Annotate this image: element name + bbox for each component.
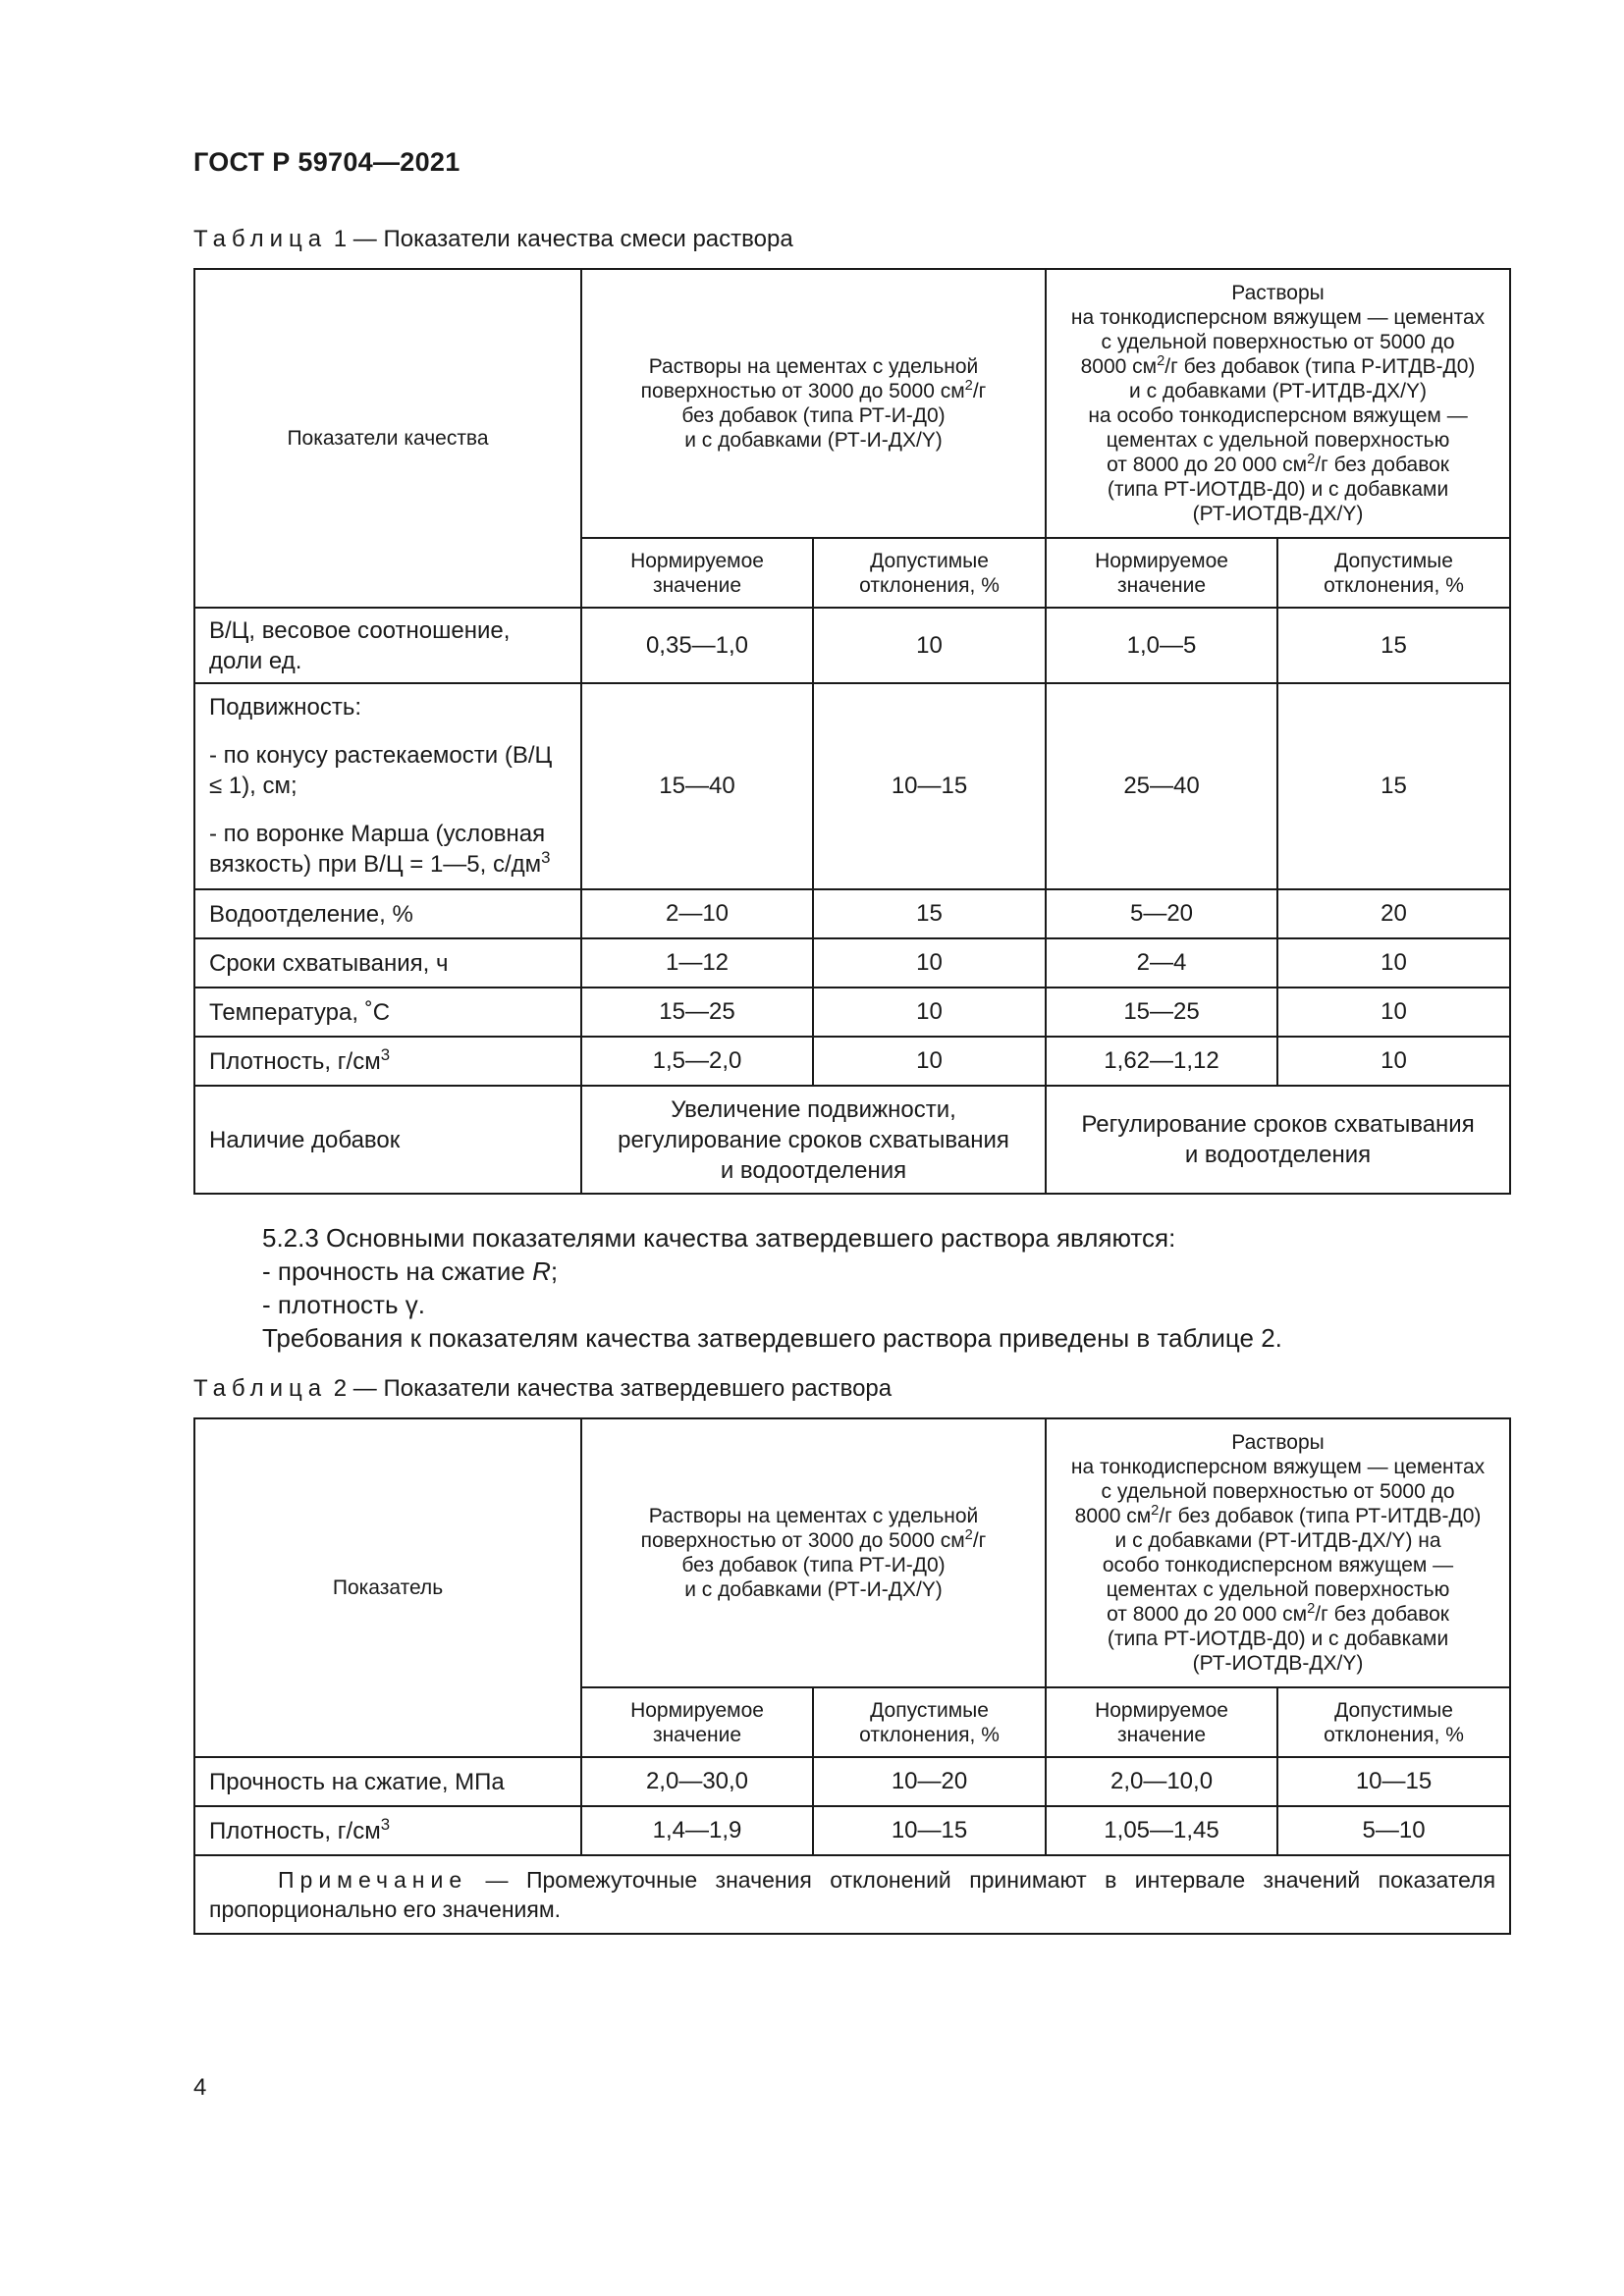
t1-sub3-a: Нормируемое	[1095, 549, 1228, 572]
table2-caption	[193, 1375, 892, 1403]
t1-g1-sup: 2	[964, 378, 973, 394]
t2-sub-2	[813, 1687, 1046, 1757]
t2-g2-l7: цементах с удельной поверхностью	[1106, 1578, 1450, 1601]
t2-sub-1	[581, 1687, 813, 1757]
mobility-marsh-text: - по воронке Марша (условная вязкость) при В/Ц = 1—5, с/дм	[209, 821, 546, 878]
table-row	[194, 1037, 1510, 1086]
cell: 10—15	[813, 1806, 1046, 1855]
t1-g2-l4b: /г без добавок (типа Р-ИТДВ-Д0)	[1164, 355, 1476, 378]
table-row	[194, 1806, 1510, 1855]
para-line-3: - плотность γ.	[262, 1290, 425, 1319]
row-label: Прочность на сжатие, МПа	[194, 1757, 581, 1806]
t2-sub1-a: Нормируемое	[630, 1698, 764, 1722]
cell: 10—15	[1277, 1757, 1510, 1806]
row-label	[194, 1806, 581, 1855]
t1-sub1-a: Нормируемое	[630, 549, 764, 572]
t1-g2-l7: цементах с удельной поверхностью	[1106, 429, 1450, 452]
density-sup: 3	[380, 1044, 391, 1064]
table-row	[194, 938, 1510, 988]
paragraph-523	[262, 1221, 1282, 1355]
t1-g2-l8b: /г без добавок	[1315, 454, 1449, 476]
cell: 2—4	[1046, 938, 1277, 988]
table-row	[194, 683, 1510, 889]
table-row	[194, 988, 1510, 1037]
table-row	[194, 1757, 1510, 1806]
additives-g1-l1: Увеличение подвижности,	[671, 1095, 956, 1123]
t1-sub3-b: значение	[1116, 573, 1207, 597]
t1-g1-l3: без добавок (типа РТ-И-Д0)	[681, 404, 946, 427]
t2-g1-l4: и с добавками (РТ-И-ДХ/Y)	[684, 1578, 943, 1601]
table2-caption-text: 2 — Показатели качества затвердевшего раствора	[333, 1375, 893, 1402]
cell: 15	[1277, 608, 1510, 683]
t2-head-group2	[1046, 1418, 1510, 1687]
table2-caption-word: Таблица	[193, 1375, 328, 1402]
additives-group1	[581, 1086, 1046, 1194]
row-label: В/Ц, весовое соотношение, доли ед.	[194, 608, 581, 683]
table2	[193, 1417, 1511, 1935]
page-number: 4	[193, 2074, 207, 2101]
t2-g2-l8: от 8000 до 20 000 см	[1107, 1603, 1308, 1626]
t2-g1-l2: поверхностью от 3000 до 5000 см	[640, 1529, 965, 1552]
t1-head-group1	[581, 269, 1046, 538]
table1-caption-text: 1 — Показатели качества смеси раствора	[333, 226, 793, 252]
t1-sub-3	[1046, 538, 1277, 608]
t1-g1-l1: Растворы на цементах с удельной	[648, 355, 979, 378]
t1-g2-l4: 8000 см	[1080, 355, 1158, 378]
t2-g2-l4b: /г без добавок (типа РТ-ИТДВ-Д0)	[1159, 1505, 1482, 1527]
t1-g2-l8: от 8000 до 20 000 см	[1107, 454, 1308, 476]
t1-g1-l4: и с добавками (РТ-И-ДХ/Y)	[684, 429, 943, 452]
density-label: Плотность, г/см	[209, 1047, 381, 1075]
table-row	[194, 1086, 1510, 1194]
t2-g1-sup: 2	[964, 1527, 973, 1543]
t1-g1-l2b: /г	[972, 380, 987, 402]
cell: 15—25	[1046, 988, 1277, 1037]
t2-g2-l1: Растворы	[1231, 1431, 1325, 1454]
t1-g2-l10: (РТ-ИОТДВ-ДХ/Y)	[1192, 503, 1364, 525]
t2-g2-sup2: 2	[1307, 1601, 1316, 1617]
t2-g2-l10: (РТ-ИОТДВ-ДХ/Y)	[1192, 1652, 1364, 1675]
t2-head-indicator: Показатель	[194, 1418, 581, 1757]
table1	[193, 268, 1511, 1195]
additives-g1-l3: и водоотделения	[720, 1156, 907, 1184]
cell: 15—40	[581, 683, 813, 889]
para-strength-symbol: R	[532, 1256, 551, 1286]
t1-g2-l3: с удельной поверхностью от 5000 до	[1101, 331, 1455, 353]
cell: 15—25	[581, 988, 813, 1037]
additives-group2	[1046, 1086, 1510, 1194]
t1-sub-4	[1277, 538, 1510, 608]
t1-head-group2	[1046, 269, 1510, 538]
cell: 1—12	[581, 938, 813, 988]
t2-g2-sup1: 2	[1151, 1503, 1160, 1519]
row-label	[194, 1037, 581, 1086]
t1-sub-1	[581, 538, 813, 608]
t1-g2-l2: на тонкодисперсном вяжущем — цементах	[1070, 306, 1486, 329]
mobility-title: Подвижность:	[209, 694, 362, 721]
table2-note	[194, 1855, 1510, 1934]
density-sup: 3	[380, 1814, 391, 1834]
cell: 1,0—5	[1046, 608, 1277, 683]
para-line-2	[262, 1255, 1282, 1288]
additives-g2-l2: и водоотделения	[1184, 1142, 1372, 1168]
additives-g2-l1: Регулирование сроков схватывания	[1081, 1111, 1475, 1138]
cell: 1,62—1,12	[1046, 1037, 1277, 1086]
note-label: Примечание	[278, 1867, 468, 1893]
cell: 10	[1277, 988, 1510, 1037]
note-text: — Промежуточные значения отклонений принимают в интервале значений показателя пропорционально его значениям.	[209, 1867, 1496, 1922]
t2-sub3-b: значение	[1116, 1723, 1207, 1746]
t1-head-indicator: Показатели качества	[194, 269, 581, 608]
document-code: ГОСТ Р 59704—2021	[193, 147, 460, 177]
cell: 2,0—30,0	[581, 1757, 813, 1806]
t2-g2-l4: 8000 см	[1074, 1505, 1152, 1527]
additives-g1-l2: регулирование сроков схватывания	[618, 1126, 1009, 1153]
t1-sub4-a: Допустимые	[1334, 549, 1453, 572]
t2-sub1-b: значение	[652, 1723, 742, 1746]
cell: 5—20	[1046, 889, 1277, 938]
cell: 15	[1277, 683, 1510, 889]
row-label: Наличие добавок	[194, 1086, 581, 1194]
t1-g2-l1: Растворы	[1231, 282, 1325, 304]
mobility-marsh-sup: 3	[541, 848, 551, 867]
cell: 1,4—1,9	[581, 1806, 813, 1855]
t2-sub3-a: Нормируемое	[1095, 1698, 1228, 1722]
t2-g2-l2: на тонкодисперсном вяжущем — цементах	[1070, 1456, 1486, 1478]
t2-sub2-a: Допустимые	[870, 1698, 989, 1722]
table1-caption-word: Таблица	[193, 226, 328, 252]
cell: 1,05—1,45	[1046, 1806, 1277, 1855]
para-line-1: 5.2.3 Основными показателями качества затвердевшего раствора являются:	[262, 1223, 1176, 1253]
cell: 25—40	[1046, 683, 1277, 889]
cell: 1,5—2,0	[581, 1037, 813, 1086]
cell: 10	[813, 938, 1046, 988]
density-label: Плотность, г/см	[209, 1817, 381, 1844]
t2-g2-l6: особо тонкодисперсном вяжущем —	[1102, 1554, 1454, 1576]
cell: 10	[1277, 1037, 1510, 1086]
t2-g1-l1: Растворы на цементах с удельной	[648, 1505, 979, 1527]
mobility-marsh	[209, 819, 567, 880]
t2-g2-l3: с удельной поверхностью от 5000 до	[1101, 1480, 1455, 1503]
t1-sub1-b: значение	[652, 573, 742, 597]
table-row	[194, 889, 1510, 938]
t2-sub2-b: отклонения, %	[859, 1723, 1000, 1746]
t1-g2-sup1: 2	[1157, 353, 1165, 369]
cell: 10—20	[813, 1757, 1046, 1806]
t1-g2-l9: (типа РТ-ИОТДВ-Д0) и с добавками	[1107, 478, 1449, 501]
t2-sub-4	[1277, 1687, 1510, 1757]
para-strength: - прочность на сжатие	[262, 1256, 533, 1286]
cell: 10	[1277, 938, 1510, 988]
t2-head-group1	[581, 1418, 1046, 1687]
t1-g2-l6: на особо тонкодисперсном вяжущем —	[1088, 404, 1468, 427]
para-line-4: Требования к показателям качества затвердевшего раствора приведены в таблице 2.	[262, 1323, 1282, 1353]
t1-sub-2	[813, 538, 1046, 608]
cell: 0,35—1,0	[581, 608, 813, 683]
cell: 15	[813, 889, 1046, 938]
cell: 5—10	[1277, 1806, 1510, 1855]
t1-g2-l5: и с добавками (РТ-ИТДВ-ДХ/Y)	[1129, 380, 1427, 402]
t2-g1-l3: без добавок (типа РТ-И-Д0)	[681, 1554, 946, 1576]
para-strength-end: ;	[550, 1256, 559, 1286]
t2-sub-3	[1046, 1687, 1277, 1757]
t2-g2-l9: (типа РТ-ИОТДВ-Д0) и с добавками	[1107, 1628, 1449, 1650]
cell: 10—15	[813, 683, 1046, 889]
t2-sub4-a: Допустимые	[1334, 1698, 1453, 1722]
t2-g2-l5: и с добавками (РТ-ИТДВ-ДХ/Y) на	[1114, 1529, 1441, 1552]
t1-sub2-a: Допустимые	[870, 549, 989, 572]
t1-sub2-b: отклонения, %	[859, 573, 1000, 597]
t1-sub4-b: отклонения, %	[1324, 573, 1464, 597]
row-label: Сроки схватывания, ч	[194, 938, 581, 988]
row-label: Водоотделение, %	[194, 889, 581, 938]
t2-g2-l8b: /г без добавок	[1315, 1603, 1449, 1626]
table-row	[194, 608, 1510, 683]
t1-g1-l2: поверхностью от 3000 до 5000 см	[640, 380, 965, 402]
cell: 10	[813, 1037, 1046, 1086]
cell: 10	[813, 608, 1046, 683]
cell: 20	[1277, 889, 1510, 938]
t1-g2-sup2: 2	[1307, 452, 1316, 467]
t2-sub4-b: отклонения, %	[1324, 1723, 1464, 1746]
cell: 10	[813, 988, 1046, 1037]
mobility-cone: - по конусу растекаемости (В/Ц ≤ 1), см;	[209, 742, 553, 799]
cell: 2—10	[581, 889, 813, 938]
table1-caption	[193, 226, 793, 253]
row-label: Температура, ˚С	[194, 988, 581, 1037]
t2-g1-l2b: /г	[972, 1529, 987, 1552]
cell: 2,0—10,0	[1046, 1757, 1277, 1806]
row-label-mobility	[194, 683, 581, 889]
